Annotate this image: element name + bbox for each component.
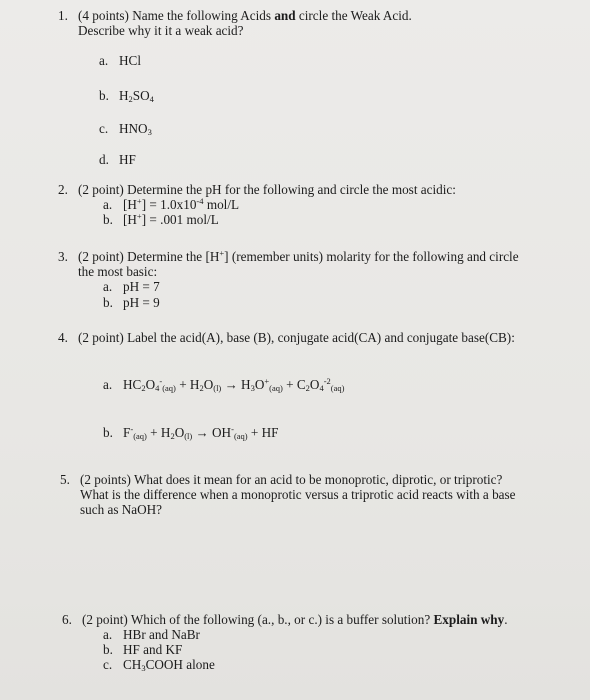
question-2: 2. (2 point) Determine the pH for the following and circle the most acidic:	[58, 182, 560, 197]
q6-item-c: c. $CH_3COOH$ alone	[103, 657, 215, 673]
question-6-prompt: (2 point) Which of the following (a., b., or c.) is a buffer solution? Explain why.	[82, 612, 508, 627]
q2-item-b: b. [H+] = .001 mol/L	[103, 211, 219, 227]
question-number: 1.	[58, 8, 68, 23]
q1-item-a: a. HCl	[99, 53, 141, 68]
reaction-arrow-icon: →	[192, 425, 213, 440]
question-1-prompt: (4 points) Name the following Acids and circle the Weak Acid.	[78, 8, 412, 23]
q1-item-c: c. $HNO_3$	[99, 121, 152, 137]
q2-item-a: a. $[H^+] = 1.0x10^{-4}$ mol/L	[103, 196, 240, 212]
question-4: 4. (2 point) Label the acid(A), base (B), conjugate acid(CA) and conjugate base(CB):	[58, 330, 560, 345]
question-5: 5. (2 points) What does it mean for an acid to be monoprotic, diprotic, or triprotic? What is the difference when a monoprotic versus a triprotic acid reacts with a base such as NaOH?	[60, 472, 560, 517]
q3-item-b: b. pH = 9	[103, 295, 160, 310]
q3-item-a: a. pH = 7	[103, 279, 160, 294]
question-5-prompt-line2: What is the difference when a monoprotic versus a triprotic acid reacts with a base	[80, 487, 516, 502]
q4-reaction-b: b. $F^-_{(aq)} + H_2O_{(l)} \to OH^-_{(aq)}$ + HF	[103, 424, 279, 441]
question-1-prompt-line2: Describe why it it a weak acid?	[78, 23, 244, 38]
question-4-prompt: (2 point) Label the acid(A), base (B), conjugate acid(CA) and conjugate base(CB):	[78, 330, 515, 345]
question-2-prompt: (2 point) Determine the pH for the following and circle the most acidic:	[78, 182, 456, 197]
question-6: 6. (2 point) Which of the following (a., b., or c.) is a buffer solution? Explain why.	[62, 612, 560, 627]
question-5-prompt: (2 points) What does it mean for an acid to be monoprotic, diprotic, or triprotic?	[80, 472, 503, 487]
q1-item-b: b. $H_2SO_4$	[99, 88, 154, 104]
question-1	[58, 8, 560, 38]
q1-item-d: d. HF	[99, 152, 136, 167]
q4-reaction-a: a. $HC_2O_4^-_{(aq)} + H_2O_{(l)} \to H_3O^+_{(aq)} + C_2O_4^{-2}_{(aq)}$	[103, 376, 345, 393]
q6-item-a: a. HBr and NaBr	[103, 627, 200, 642]
question-5-prompt-line3: such as NaOH?	[80, 502, 163, 517]
reaction-arrow-icon: →	[221, 377, 242, 392]
question-3: 3. (2 point) Determine the [H+] (remember units) molarity for the following and circle the most basic:	[58, 249, 560, 279]
question-3-prompt: (2 point) Determine the [H+] (remember units) molarity for the following and circle	[78, 248, 519, 264]
q6-item-b: b. HF and KF	[103, 642, 183, 657]
question-3-prompt-line2: the most basic:	[78, 264, 158, 279]
